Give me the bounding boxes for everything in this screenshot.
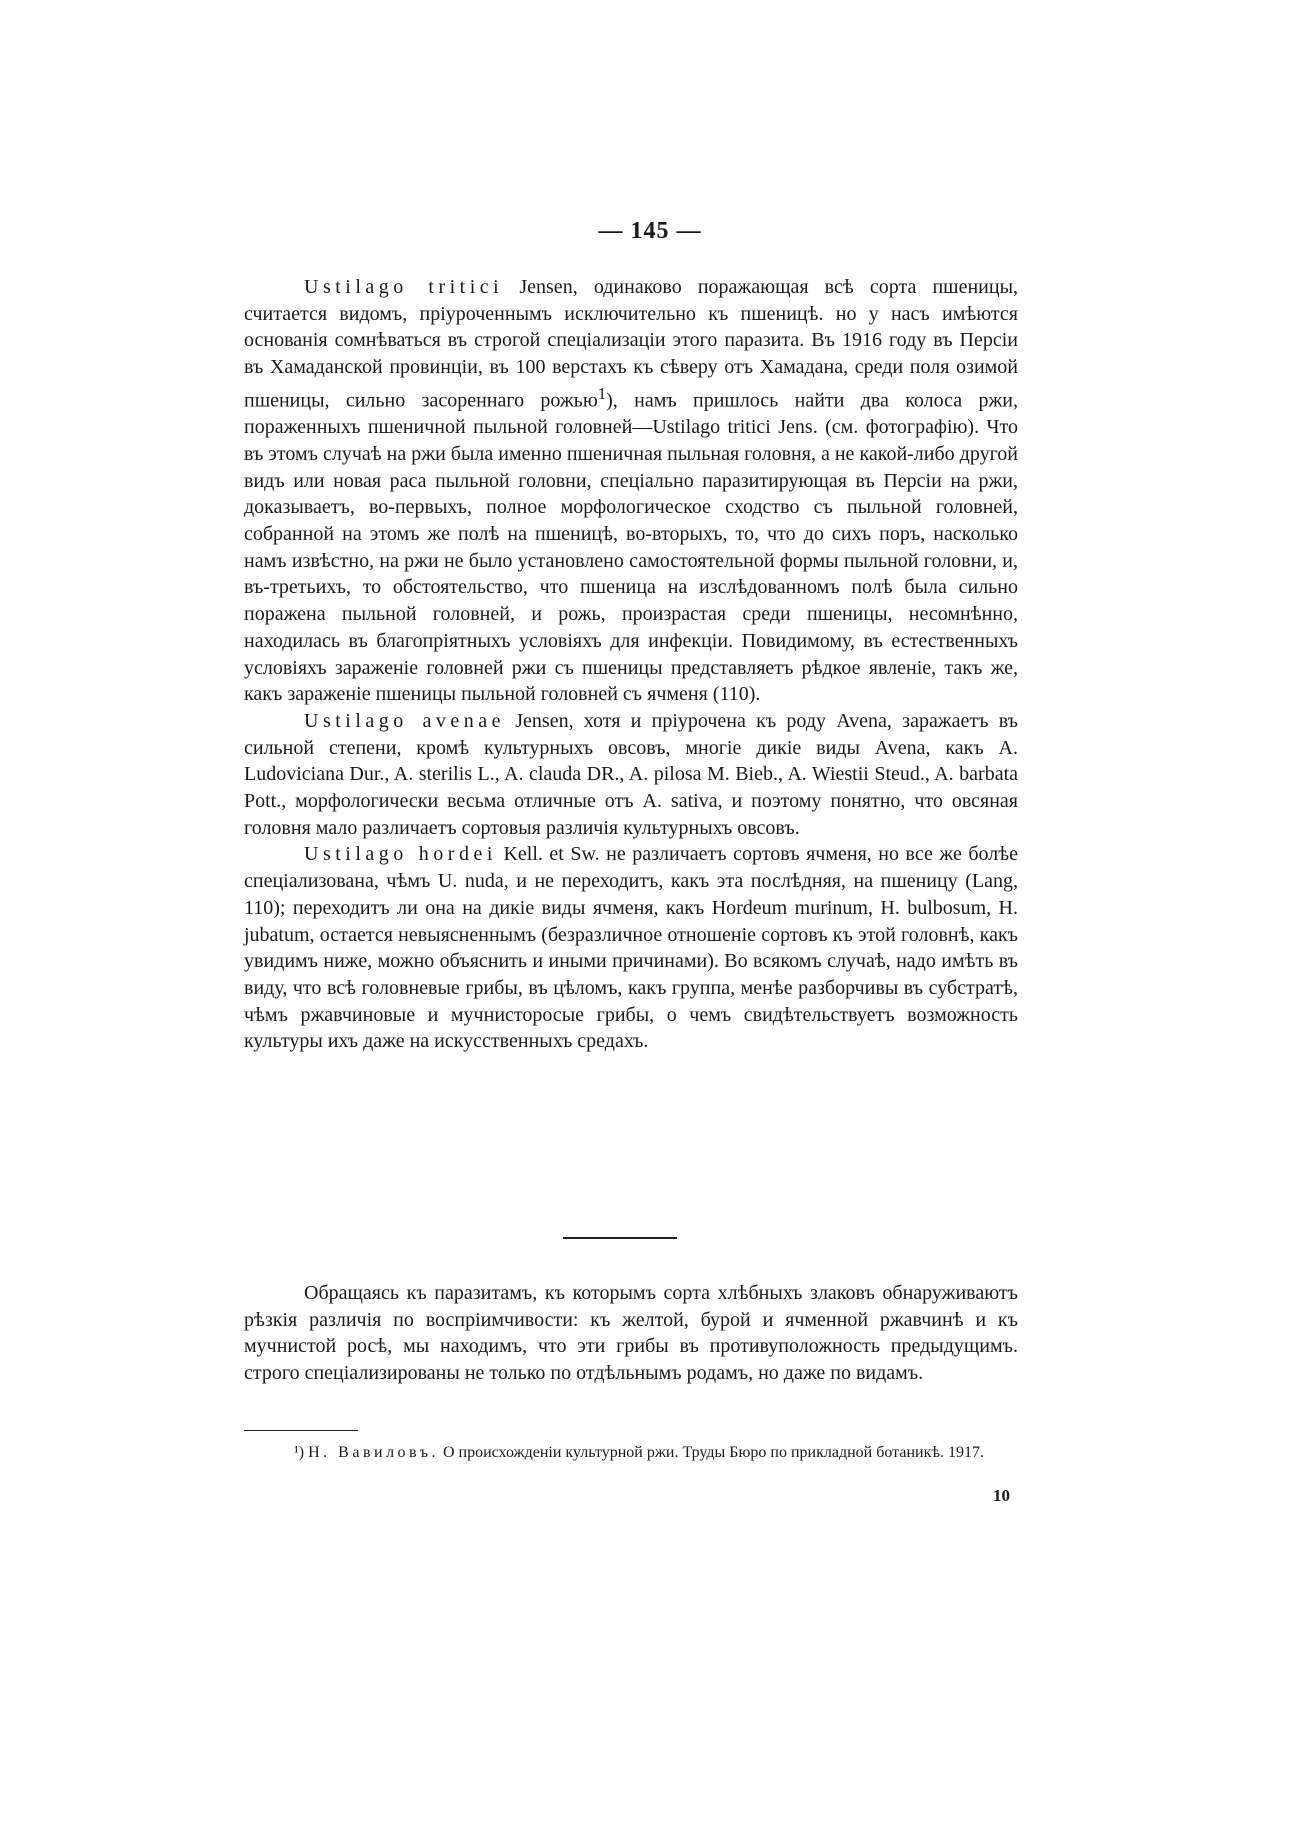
section-divider [563, 1237, 677, 1239]
printer-signature: 10 [993, 1486, 1010, 1505]
paragraph-text: Jensen, хотя и пріурочена къ роду Avena, заражаетъ въ сильной степени, кромѣ культурныхъ овсовъ, многіе дикіе виды Avena, какъ A. Ludoviciana Dur., A. sterilis L., A. clauda DR., A. pilosa M. Bieb., A. Wiestii Steud., A. barbata Pott., морфологически весьма отличные отъ A. sativa, и поэтому понятно, что овсяная головня мало различаетъ сортовыя различія культурныхъ овсовъ. [244, 709, 1018, 839]
footnote-mark: ¹) [294, 1444, 305, 1461]
paragraph-parasites: Обращаясь къ паразитамъ, къ которымъ сорта хлѣбныхъ злаковъ обнаруживаютъ рѣзкія различія по воспріимчивости: къ желтой, бурой и ячменной ржавчинѣ и къ мучнистой росѣ, мы находимъ, что эти грибы въ противуположность предыдущимъ. строго спеціализированы не только по отдѣльнымъ родамъ, но даже по видамъ. [244, 1282, 1018, 1385]
paragraph-text: Kell. et Sw. не различаетъ сортовъ ячменя, но все же болѣе спеціализована, чѣмъ U. nuda, и не переходитъ, какъ эта послѣдняя, на пшеницу (Lang, 110); переходитъ ли она на дикіе виды ячменя, какъ Hordeum murinum, H. bulbosum, H. jubatum, остается невыясненнымъ (безразличное отношеніе сортовъ къ этой головнѣ, какъ увидимъ ниже, можно объяснить и иными причинами). Во всякомъ случаѣ, надо имѣть въ виду, что всѣ головневые грибы, въ цѣломъ, какъ группа, менѣе разборчивы въ субстратѣ, чѣмъ ржавчиновые и мучнисторосые грибы, о чемъ свидѣтельствуетъ возможность культуры ихъ даже на искусственныхъ средахъ. [244, 843, 1018, 1053]
species-name: Ustilago avenae [304, 709, 506, 732]
paragraph-ustilago-hordei [244, 841, 1018, 1055]
page-number: — 145 — [598, 218, 702, 244]
paragraph-ustilago-avenae [244, 708, 1018, 842]
main-text [244, 274, 1018, 1055]
paragraph-ustilago-tritici [244, 274, 1018, 708]
footnote-divider [244, 1430, 358, 1431]
species-name: Ustilago tritici [304, 276, 504, 298]
paragraph-text: Jensen, одинаково поражающая всѣ сорта пшеницы, считается видомъ, пріуроченнымъ исключительно къ пшеницѣ. но у насъ имѣются основанія сомнѣваться въ строгой спеціализаціи этого паразита. Въ 1916 году въ Персіи въ Хамаданской провинціи, въ 100 верстахъ къ сѣверу отъ Хамадана, среди поля озимой пшеницы, сильно засореннаго рожью [244, 276, 1019, 412]
final-text [244, 1280, 1018, 1387]
species-name: Ustilago hordei [304, 843, 497, 866]
footnote [244, 1442, 1018, 1463]
footnote-text: О происхожденіи культурной ржи. Труды Бюро по прикладной ботаникѣ. 1917. [438, 1444, 985, 1461]
footnote-author: Н. Вавиловъ. [308, 1444, 439, 1461]
footnote-reference: 1 [597, 383, 607, 403]
paragraph-text-continued: ), намъ пришлось найти два колоса ржи, пораженныхъ пшеничной пыльной головней—Ustilago tritici Jens. (см. фотографію). Что въ этомъ случаѣ на ржи была именно пшеничная пыльная головня, а не какой-либо другой видъ или новая раса пыльной головни, спеціально паразитирующая въ Персіи на ржи, доказываетъ, во-первыхъ, полное морфологическое сходство съ пыльной головней, собранной на этомъ же полѣ на пшеницѣ, во-вторыхъ, то, что до сихъ поръ, насколько намъ извѣстно, на ржи не было установлено самостоятельной формы пыльной головни, и, въ-третьихъ, то обстоятельство, что пшеница на изслѣдованномъ полѣ была сильно поражена пыльной головней, и рожь, произрастая среди пшеницы, несомнѣнно, находилась въ благопріятныхъ условіяхъ для инфекціи. Повидимому, въ естественныхъ условіяхъ зараженіе головней ржи съ пшеницы представляетъ рѣдкое явленіе, такъ же, какъ зараженіе пшеницы пыльной головней съ ячменя (110). [244, 389, 1018, 706]
